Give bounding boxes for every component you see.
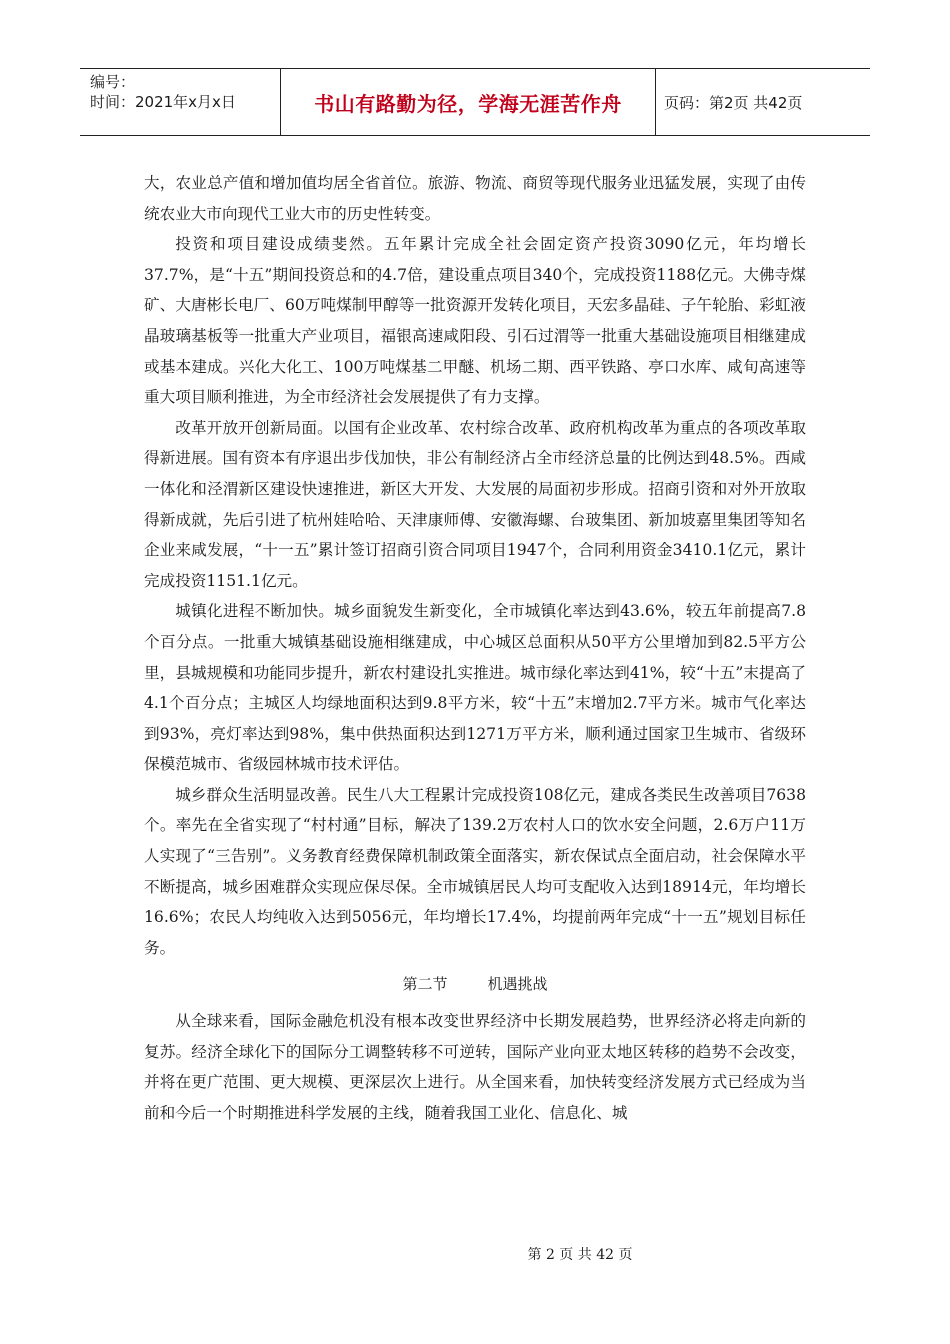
header-motto-cell — [281, 69, 656, 135]
paragraph-livelihood: 城乡群众生活明显改善。民生八大工程累计完成投资108亿元，建成各类民生改善项目7638个。率先在全省实现了“村村通”目标，解决了139.2万农村人口的饮水安全问题，2.6万户11万人实现了“三告别”。义务教育经费保障机制政策全面落实，新农保试点全面启动，社会保障水平不断提高，城乡困难群众实现应保尽保。全市城镇居民人均可支配收入达到18914元，年均增长16.6%；农民人均纯收入达到5056元，年均增长17.4%，均提前两年完成“十一五”规划目标任务。 — [144, 785, 807, 957]
footer-page-number: 第 2 页 共 42 页 — [527, 1247, 633, 1263]
section-title: 机遇挑战 — [487, 975, 548, 994]
paragraph-urbanization: 城镇化进程不断加快。城乡面貌发生新变化，全市城镇化率达到43.6%，较五年前提高7.8个百分点。一批重大城镇基础设施相继建成，中心城区总面积从50平方公里增加到82.5平方公里，县城规模和功能同步提升，新农村建设扎实推进。城市绿化率达到41%，较“十五”末提高了4.1个百分点；主城区人均绿地面积达到9.8平方米，较“十五”末增加2.7平方米。城市气化率达到93%，亮灯率达到98%，集中供热面积达到1271万平方米，顺利通过国家卫生城市、省级环保模范城市、省级园林城市技术评估。 — [144, 602, 806, 774]
header-page-cell — [656, 69, 870, 135]
header-motto: 书山有路勤为径，学海无涯苦作舟 — [314, 91, 622, 116]
page-footer — [0, 1244, 950, 1264]
document-date: 时间：2021年x月x日 — [90, 93, 236, 111]
section-number: 第二节 — [402, 975, 448, 994]
document-number-label: 编号： — [90, 73, 136, 91]
document-header — [80, 68, 870, 136]
paragraph-continuation: 大，农业总产值和增加值均居全省首位。旅游、物流、商贸等现代服务业迅猛发展，实现了由传统农业大市向现代工业大市的历史性转变。 — [144, 174, 806, 223]
header-page-info: 页码：第2页 共42页 — [664, 93, 803, 112]
paragraph-investment: 投资和项目建设成绩斐然。五年累计完成全社会固定资产投资3090亿元，年均增长37.7%，是“十五”期间投资总和的4.7倍，建设重点项目340个，完成投资1188亿元。大佛寺煤矿、大唐彬长电厂、60万吨煤制甲醇等一批资源开发转化项目，天宏多晶硅、子午轮胎、彩虹液晶玻璃基板等一批重大产业项目，福银高速咸阳段、引石过渭等一批重大基础设施项目相继建成或基本建成。兴化大化工、100万吨煤基二甲醚、机场二期、西平铁路、亭口水库、咸旬高速等重大项目顺利推进，为全市经济社会发展提供了有力支撑。 — [144, 235, 806, 407]
section-heading — [144, 969, 806, 1000]
paragraph-global-outlook: 从全球来看，国际金融危机没有根本改变世界经济中长期发展趋势，世界经济必将走向新的复苏。经济全球化下的国际分工调整转移不可逆转，国际产业向亚太地区转移的趋势不会改变，并将在更广范围、更大规模、更深层次上进行。从全国来看，加快转变经济发展方式已经成为当前和今后一个时期推进科学发展的主线，随着我国工业化、信息化、城 — [144, 1012, 806, 1122]
document-body — [144, 168, 806, 1128]
paragraph-reform: 改革开放开创新局面。以国有企业改革、农村综合改革、政府机构改革为重点的各项改革取得新进展。国有资本有序退出步伐加快，非公有制经济占全市经济总量的比例达到48.5%。西咸一体化和泾渭新区建设快速推进，新区大开发、大发展的局面初步形成。招商引资和对外开放取得新成就，先后引进了杭州娃哈哈、天津康师傅、安徽海螺、台玻集团、新加坡嘉里集团等知名企业来咸发展，“十一五”累计签订招商引资合同项目1947个，合同利用资金3410.1亿元，累计完成投资1151.1亿元。 — [144, 418, 806, 590]
header-meta-cell — [80, 69, 281, 135]
